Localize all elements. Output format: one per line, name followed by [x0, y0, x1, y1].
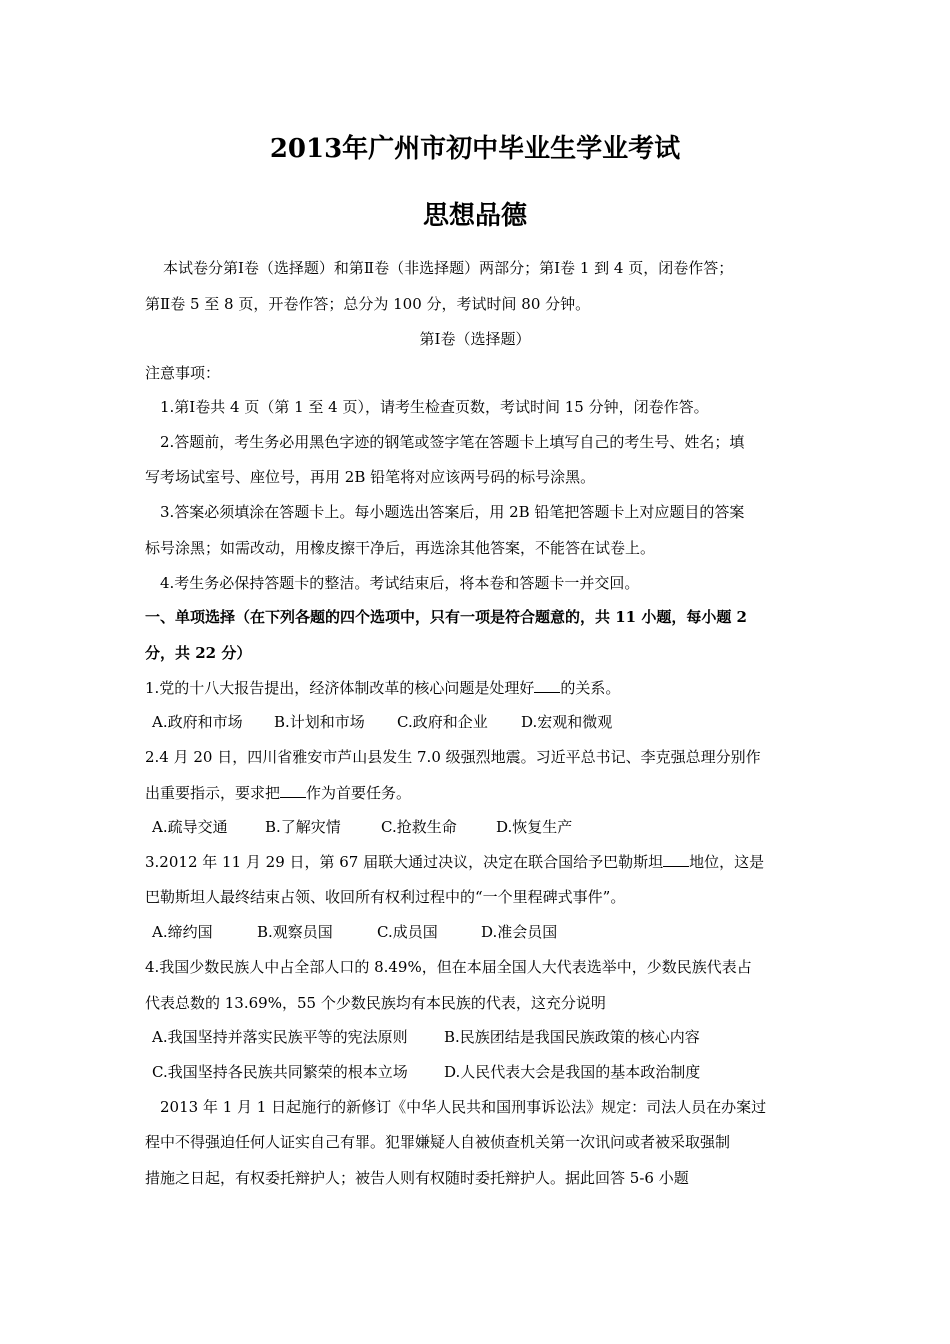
question-3-option-a: A.缔约国	[152, 923, 213, 941]
question-3-stem-pre: 3.2012 年 11 月 29 日，第 67 届联大通过决议，决定在联合国给予巴勒斯坦	[145, 853, 664, 871]
question-4-line-a: 4.我国少数民族人中占全部人口的 8.49%，但在本届全国人大代表选举中，少数民族代表占	[145, 958, 752, 976]
question-4-option-b: B.民族团结是我国民族政策的核心内容	[444, 1028, 700, 1046]
notice-item-3b: 标号涂黑；如需改动，用橡皮擦干净后，再选涂其他答案，不能答在试卷上。	[145, 539, 656, 557]
question-3-option-d: D.准会员国	[481, 923, 558, 941]
question-4-option-a: A.我国坚持并落实民族平等的宪法原则	[152, 1028, 408, 1046]
question-2-option-d: D.恢复生产	[496, 818, 573, 836]
exam-title: 2013年广州市初中毕业生学业考试	[269, 134, 681, 164]
subject-title: 思想品德	[422, 201, 527, 231]
notice-item-1: 1.第Ⅰ卷共 4 页（第 1 至 4 页），请考生检查页数，考试时间 15 分钟，闭卷作答。	[160, 398, 709, 416]
notice-label: 注意事项：	[145, 364, 221, 382]
question-2-option-b: B.了解灾情	[265, 818, 341, 836]
section1-heading-b: 分，共 22 分）	[145, 644, 252, 662]
question-3-stem-post: 地位，这是	[689, 853, 765, 871]
question-1-option-c: C.政府和企业	[397, 713, 488, 731]
notice-item-2a: 2.答题前，考生务必用黑色字迹的钢笔或签字笔在答题卡上填写自己的考生号、姓名；填	[160, 433, 745, 451]
question-2-option-c: C.抢救生命	[381, 818, 457, 836]
question-2-line-b	[145, 783, 411, 803]
question-1-stem-post: 的关系。	[560, 679, 621, 697]
part1-heading: 第Ⅰ卷（选择题）	[419, 330, 531, 348]
answer-blank	[534, 678, 560, 693]
notice-item-3a: 3.答案必须填涂在答题卡上。每小题选出答案后，用 2B 铅笔把答题卡上对应题目的答案	[160, 503, 745, 521]
question-1	[145, 678, 620, 698]
intro-line-1: 本试卷分第Ⅰ卷（选择题）和第Ⅱ卷（非选择题）两部分；第Ⅰ卷 1 到 4 页，闭卷作答；	[163, 259, 734, 277]
question-4-option-d: D.人民代表大会是我国的基本政治制度	[444, 1063, 701, 1081]
answer-blank	[280, 783, 306, 798]
question-4-option-c: C.我国坚持各民族共同繁荣的根本立场	[152, 1063, 408, 1081]
section1-heading-a: 一、单项选择（在下列各题的四个选项中，只有一项是符合题意的，共 11 小题，每小题 2	[145, 608, 747, 626]
question-1-option-b: B.计划和市场	[274, 713, 365, 731]
question-4-line-b: 代表总数的 13.69%，55 个少数民族均有本民族的代表，这充分说明	[145, 994, 606, 1012]
notice-item-4: 4.考生务必保持答题卡的整洁。考试结束后，将本卷和答题卡一并交回。	[160, 574, 640, 592]
question-3-line-a	[145, 852, 764, 872]
question-2-stem-pre: 出重要指示，要求把	[145, 784, 281, 802]
question-1-option-a: A.政府和市场	[152, 713, 243, 731]
question-3-line-b: 巴勒斯坦人最终结束占领、收回所有权利过程中的“一个里程碑式事件”。	[145, 888, 626, 906]
question-2-option-a: A.疏导交通	[152, 818, 228, 836]
passage-line-2: 程中不得强迫任何人证实自己有罪。犯罪嫌疑人自被侦查机关第一次讯问或者被采取强制	[145, 1133, 731, 1151]
question-3-option-c: C.成员国	[377, 923, 438, 941]
question-2-line-a: 2.4 月 20 日，四川省雅安市芦山县发生 7.0 级强烈地震。习近平总书记、李克强总理分别作	[145, 748, 761, 766]
question-2-stem-post: 作为首要任务。	[306, 784, 412, 802]
question-1-stem-pre: 1.党的十八大报告提出，经济体制改革的核心问题是处理好	[145, 679, 535, 697]
question-3-option-b: B.观察员国	[257, 923, 333, 941]
passage-line-1: 2013 年 1 月 1 日起施行的新修订《中华人民共和国刑事诉讼法》规定：司法人员在办案过	[160, 1098, 767, 1116]
passage-line-3: 措施之日起，有权委托辩护人；被告人则有权随时委托辩护人。据此回答 5-6 小题	[145, 1169, 689, 1187]
answer-blank	[663, 852, 689, 867]
intro-line-2: 第Ⅱ卷 5 至 8 页，开卷作答；总分为 100 分，考试时间 80 分钟。	[145, 295, 591, 313]
question-1-option-d: D.宏观和微观	[521, 713, 613, 731]
notice-item-2b: 写考场试室号、座位号，再用 2B 铅笔将对应该两号码的标号涂黑。	[145, 468, 596, 486]
